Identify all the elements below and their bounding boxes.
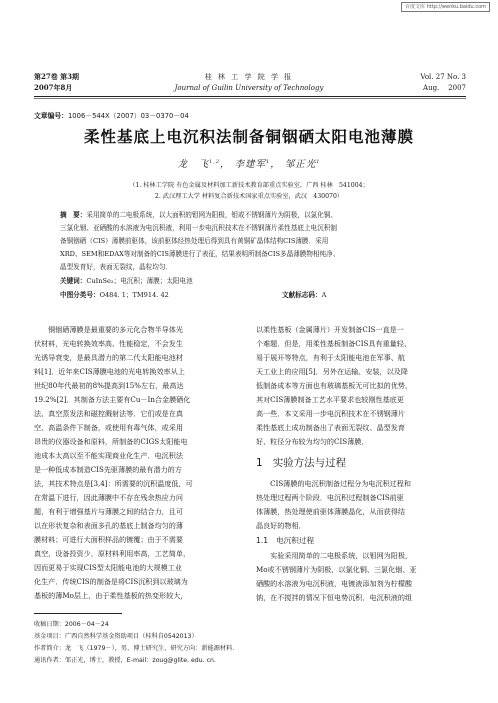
body-text-line: 基板的薄Mo层上，由于柔性基板的热变形较大， bbox=[34, 591, 188, 600]
body-text-line: 法、真空蒸发法和磁控溅射法等．它们或是在真 bbox=[34, 409, 183, 418]
footnote-rule bbox=[34, 613, 122, 614]
body-text-line: 是一种低成本制造CIS先驱薄膜的最有潜力的方 bbox=[34, 465, 182, 474]
body-text-line: 空、高温条件下制备，或使用有毒气体，或采用 bbox=[34, 423, 183, 432]
body-text-line: 料[1]．近年来CIS薄膜电池的光电转换效率从上 bbox=[34, 367, 185, 376]
subsection-title: 电沉积过程 bbox=[276, 536, 315, 545]
body-text-line: 光诱导衰变，是最具潜力的第二代太阳能电池材 bbox=[34, 353, 183, 362]
body-text-line: 以柔性基板（金属薄片）开发制备CIS一直是一 bbox=[256, 325, 404, 334]
section-title: 实验方法与过程 bbox=[272, 457, 347, 469]
watermark-stamp: 百度文库 http://wenku.baidu.com bbox=[401, 2, 490, 12]
body-text-line: 题，有利于增强基片与薄膜之间的结合力，且可 bbox=[34, 507, 183, 516]
body-text-line: 低制备成本等方面也有玻璃基板无可比拟的优势， bbox=[256, 381, 413, 390]
subsection-number: 1.1 bbox=[256, 536, 269, 545]
document-code-label: 文献标志码： bbox=[282, 291, 322, 299]
header-date-cn: 2007年8月 bbox=[34, 83, 73, 92]
header-journal-en: Journal of Guilin University of Technology bbox=[174, 84, 324, 92]
body-text-line: 其对CIS薄膜制备工艺水平要求也较刚性基底更 bbox=[256, 395, 404, 404]
header-volume-cn: 第27卷 第3期 bbox=[34, 72, 80, 81]
body-text-line: 伏材料，光电转换效率高、性能稳定，不会发生 bbox=[34, 339, 183, 348]
keywords-value: CuInSe₂；电沉积；薄膜；太阳电池 bbox=[86, 277, 193, 285]
body-text-line: 柔性基底上成功制备出了表面无裂纹、晶型发育 bbox=[256, 423, 405, 432]
header-volume-en: Vol. 27 No. 3 bbox=[420, 73, 466, 81]
document-code-line bbox=[282, 290, 326, 301]
author-name: 邹正光 bbox=[284, 159, 317, 170]
footnote-author-bio: 作者简介：龙 飞（1979－），男，博士研究生，研究方向：新能源材料． bbox=[34, 645, 239, 652]
author-line: 龙 飞$^{1,2}$， 李建军$^1$， 邹正光$^1$ bbox=[177, 158, 321, 170]
author-affil-mark: 1 bbox=[316, 158, 321, 165]
article-number bbox=[34, 110, 189, 120]
section-number: 1 bbox=[256, 457, 263, 469]
abstract-text: 采用简单的二电极系统，以大面积的钼网为阳极，钼或不锈钢薄片为阴极，以氯化铜、 bbox=[86, 211, 337, 219]
body-text-line: CIS薄膜的电沉积制备过程分为电沉积过程和 bbox=[256, 479, 411, 488]
body-text-line: 热处理过程两个阶段．电沉积过程制备CIS前驱 bbox=[256, 493, 404, 502]
body-text-line: 因而更易于实现CIS型太阳能电池的大规模工业 bbox=[34, 563, 182, 572]
body-text-line: 易于展开等特点，有利于太阳能电池在军事、航 bbox=[256, 353, 405, 362]
body-text-line: 膜材料；可进行大面积样品的镀覆；由于不需要 bbox=[34, 535, 183, 544]
classification-label: 中图分类号： bbox=[60, 291, 100, 299]
body-text-line: 昂贵的仪器设备和原料，所制备的CIGS太阳能电 bbox=[34, 437, 188, 446]
classification-line bbox=[60, 290, 169, 301]
abstract-line: 备铜铟硒（CIS）薄膜前驱体，该前驱体经热处理后得到具有黄铜矿晶体结构CIS薄膜．采用 bbox=[60, 237, 329, 245]
body-text-line: 高一些．本文采用一步电沉积技术在不锈钢薄片 bbox=[256, 409, 405, 418]
body-text-line: 世纪80年代最初的8%提高到15%左右，最高达 bbox=[34, 381, 184, 390]
document-code-value: A bbox=[321, 291, 327, 299]
affiliation-line: 2. 武汉理工大学 材料复合新技术国家重点实验室，武汉 430070） bbox=[154, 193, 344, 200]
body-text-line: 体薄膜，热处理使前驱体薄膜晶化，从而获得结 bbox=[256, 507, 405, 516]
author-name: 李建军 bbox=[234, 159, 267, 170]
body-text-line: 硒酸的水溶液为电沉积液，电镀液添加剂为柠檬酸 bbox=[256, 579, 413, 588]
header-date-en: Aug. 2007 bbox=[423, 84, 466, 92]
body-text-line: Mo或不锈钢薄片为阴极，以氯化铜、三氯化铟、亚 bbox=[256, 565, 417, 574]
body-text-line: 法，其技术特点是[3,4]：所需要的沉积温度低，可 bbox=[34, 479, 193, 488]
abstract-line: 晶型发育好，表面无裂纹，晶粒均匀． bbox=[60, 263, 173, 271]
body-text-line: 池成本太高以至不能实现商业化生产．电沉积法 bbox=[34, 451, 183, 460]
body-text-line: 钠，在不搅拌的情况下恒电势沉积．电沉积液的组 bbox=[256, 593, 413, 602]
header-rule-thin bbox=[34, 98, 466, 99]
body-text-line: 化生产．传统CIS的制备是将CIS沉积到以玻璃为 bbox=[34, 577, 188, 586]
keywords-line bbox=[60, 276, 193, 287]
body-text-line: 晶良好的物相． bbox=[256, 521, 306, 530]
abstract-label: 摘 要： bbox=[60, 211, 87, 219]
body-text-line: 以在形状复杂和表面多孔的基底上制备均匀的薄 bbox=[34, 521, 183, 530]
body-text-line: 铜铟硒薄膜是最重要的多元化合物半导体光 bbox=[34, 325, 183, 334]
abstract-line: 三氯化铟、亚硒酸的水溶液为电沉积液，利用一步电沉积技术在不锈钢薄片柔性基底上电沉积制 bbox=[60, 224, 337, 232]
article-number-value: 1006－544X（2007）03－0370－04 bbox=[67, 112, 189, 120]
paper-title: 柔性基底上电沉积法制备铜铟硒太阳电池薄膜 bbox=[83, 128, 414, 146]
body-text-line: 天工业上的应用[5]．另外在运输、安装，以及降 bbox=[256, 367, 408, 376]
keywords-label: 关键词： bbox=[60, 277, 87, 285]
body-text-line: 个难题．但是，用柔性基板制备CIS具有重量轻、 bbox=[256, 339, 411, 348]
abstract-line bbox=[60, 210, 337, 221]
author-affil-mark: 1,2 bbox=[209, 158, 220, 165]
body-text-line: 好、粒径分布较为均匀的CIS薄膜． bbox=[256, 437, 369, 446]
article-number-label: 文章编号： bbox=[34, 112, 68, 120]
footnote-corresponding: 通讯作者：邹正光，博士，教授，E-mail：zoug@glite. edu. cn. bbox=[34, 657, 216, 664]
body-text-line: 真空，设备投资少，原材料利用率高，工艺简单， bbox=[34, 549, 191, 558]
author-name: 龙 飞 bbox=[177, 159, 210, 170]
body-text-line: 19.2%[2]．其制备方法主要有Cu－In合金膜硒化 bbox=[34, 395, 191, 404]
header-journal-cn: 桂 林 工 学 院 学 报 bbox=[204, 73, 294, 81]
section-heading bbox=[256, 455, 346, 470]
affiliation-line: （1. 桂林工学院 有色金属及材料加工新技术教育部重点实验室，广西 桂林 541004； bbox=[129, 182, 369, 189]
classification-value: O484. 1；TM914. 42 bbox=[99, 291, 169, 299]
author-affil-mark: 1 bbox=[266, 158, 271, 165]
abstract-line: XRD、SEM和EDAX等对制备的CIS薄膜进行了表征，结果表明所制备CIS多晶薄膜物相纯净、 bbox=[60, 250, 340, 258]
subsection-heading bbox=[256, 535, 314, 546]
footnote-received: 收稿日期：2006－04－24 bbox=[34, 621, 109, 628]
footnote-funding: 基金项目：广西自然科学基金资助项目（桂科自0542013） bbox=[34, 633, 198, 640]
body-text-line: 实验采用简单的二电极系统，以钼网为阳极， bbox=[256, 551, 413, 560]
header-rule bbox=[34, 96, 466, 97]
body-text-line: 在常温下进行，因此薄膜中不存在残余热应力问 bbox=[34, 493, 183, 502]
